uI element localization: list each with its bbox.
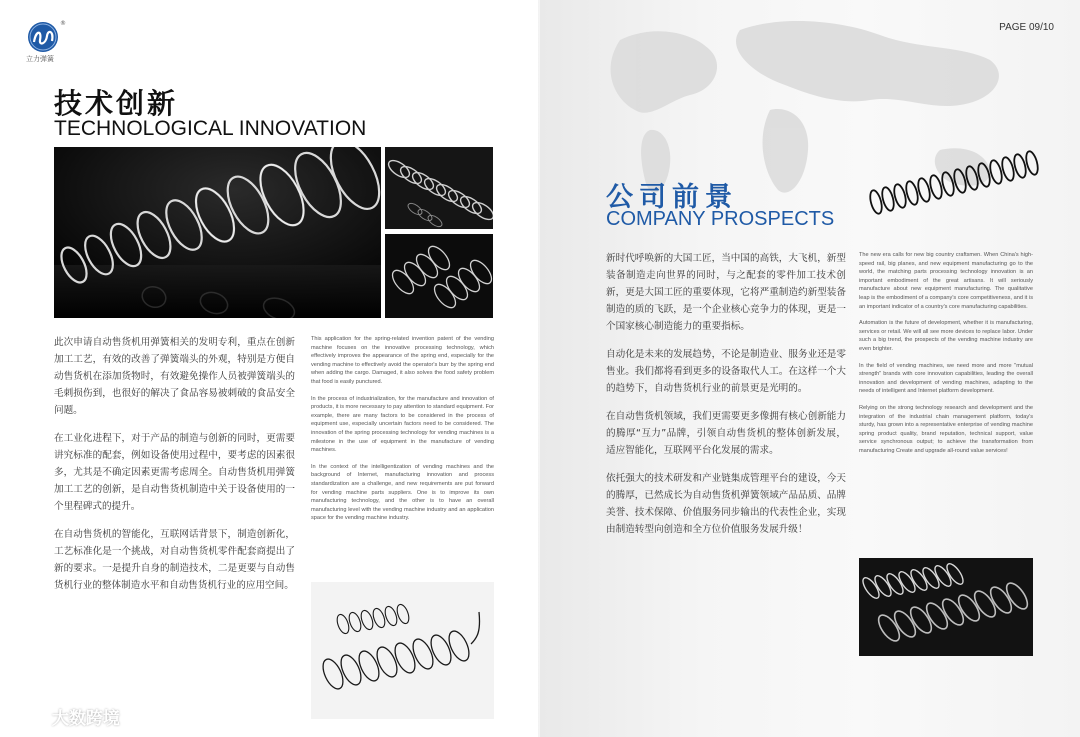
logo-spring-icon [28, 22, 58, 52]
left-cn-paragraph-3: 在自动售货机的智能化，互联网话背景下，制造创新化，工艺标准化是一个挑战，对自动售货机零件配套商提出了新的要求。一是提升自身的制造技术，二是更要与自动售货机行业的整体制造水平和自动售货机行业的应用空间。 [54, 529, 295, 591]
watermark-text: 大数跨境 [51, 709, 120, 729]
right-cn-paragraph-3: 在自动售货机领域，我们更需要更多像拥有核心创新能力的腾厚“互力”品牌，引领自动售货机的整体创新发展，适应智能化，互联网平台化发展的需求。 [606, 411, 846, 456]
left-cn-paragraph-2: 在工业化进程下，对于产品的制造与创新的同时，更需要讲究标准的配套，例如设备使用过程中，要考虑的因素很多，尤其是不确定因素更需考虑周全。自动售货机用弹簧加工工艺的创新，是自动售货机制造中关于设备使用的一个里程碑式的提升。 [54, 433, 295, 512]
section-title-cn: 技术创新 [54, 87, 179, 120]
spring-photo-dark-right [859, 558, 1033, 656]
right-cn-paragraph-4: 依托强大的技术研发和产业链集成管理平台的建设，今天的腾厚，已然成长为自动售货机弹簧领域产品品质、品牌美誉、技术保障、价值服务同步输出的代表性企业，实现由制造转型向创造和全方位价值服务发展升级！ [606, 473, 846, 535]
page-number: PAGE 09/10 [999, 22, 1054, 33]
logo-text: 立力弹簧 [26, 55, 54, 63]
right-body-cn [606, 250, 846, 549]
left-en-paragraph-3: In the context of the intelligentization of vending machines and the background of Internet, manufacturing innovation and process standardization are a challenge, and new requirements are put forward for vending machine parts suppliers. One is to improve its own manufacturing technology, and the other is to have an overall manufacturing level with the vending machine industry and an application space for the vending machine industry. [311, 463, 494, 522]
right-cn-paragraph-2: 自动化是未来的发展趋势，不论是制造业、服务业还是零售业。我们都将看到更多的设备取代人工。在这样一个大的趋势下，自动售货机行业的前景更是光明的。 [606, 349, 846, 394]
spring-photo-small-top [385, 147, 493, 229]
section-title-en: TECHNOLOGICAL INNOVATION [54, 117, 367, 140]
right-cn-paragraph-1: 新时代呼唤新的大国工匠，当中国的高铁，大飞机，新型装备制造走向世界的同时，与之配套的零件加工技术创新，更是大国工匠的重要体现，它将严重制造约新型装备制造的质的飞跃，是一个企业核心竞争力的体现，更是一个国家核心制造能力的重要指标。 [606, 253, 846, 332]
right-en-paragraph-2: Automation is the future of development, whether it is manufacturing, services or retail. We will all see more devices to replace labor. Under such a big trend, the prospects of the vending machine industry are even brighter. [859, 320, 1033, 352]
right-en-paragraph-1: The new era calls for new big country craftsmen. When China's high-speed rail, big planes, and new equipment manufacturing go to the world, the matching parts processing technology innovation is an important embodiment of the great artisans. It will seriously manufacture about new equipment manufacturing. The qualitative leap is the embodiment of a company's core competitiveness, and it is an important indicator of a country's core manufacturing capabilities. [859, 252, 1033, 310]
watermark-logo-icon [8, 708, 42, 730]
left-body-en [311, 335, 494, 531]
right-body-en [859, 251, 1033, 463]
left-cn-paragraph-1: 此次申请自动售货机用弹簧相关的发明专利，重点在创新加工工艺，有效的改善了弹簧端头的外观，特别是方便自动售货机在添加货物时，有效避免操作人员被弹簧端头的毛刺损伤到，也很好的解决了食品容易被刺破的食品安全问题。 [54, 337, 295, 416]
registered-mark-icon: ® [60, 20, 66, 27]
company-logo [26, 22, 66, 64]
right-page [540, 0, 1080, 737]
right-en-paragraph-4: Relying on the strong technology research and development and the integration of the industrial chain management platform, today's sturdy, has grown into a representative enterprise of vending machine spring product quality, brand reputation, technical support, value service synchronous output; to achieve the transformation from manufacturing Create and upgrade all-round value services! [859, 404, 1033, 454]
spring-photo-white [311, 582, 494, 719]
watermark [8, 704, 120, 730]
left-body-cn [54, 334, 295, 605]
right-en-paragraph-3: In the field of vending machines, we need more and more "mutual strength" brands with core innovation capabilities, leading the overall innovation and development of vending machines, adapting to the needs of intelligent and Internet platform development. [859, 362, 1033, 395]
section-title-cn-right: 公司前景 [606, 182, 738, 213]
left-en-paragraph-2: In the process of industrialization, for the manufacture and innovation of products, it is more necessary to pay attention to standard equipment. For example, there are many factors to be considered in the process of equipment use, especially uncertain factors need to be considered. The innovation of the spring processing technology for vending machines is a milestone in the use of equipment in the manufacture of vending machines. [311, 395, 494, 454]
spring-photo-small-bottom [385, 234, 493, 318]
left-en-paragraph-1: This application for the spring-related invention patent of the vending machine focuses on the innovative processing technology, which effectively improves the appearance of the spring end, especially for the vending machine to effectively avoid the operator's burr by the spring end when adding the cargo. Damaged, it also solves the food safety problem that food is easily punctured. [311, 336, 494, 385]
spring-photo-black-right [862, 150, 1040, 222]
spring-photo-main [54, 147, 381, 318]
section-title-en-right: COMPANY PROSPECTS [606, 208, 835, 230]
